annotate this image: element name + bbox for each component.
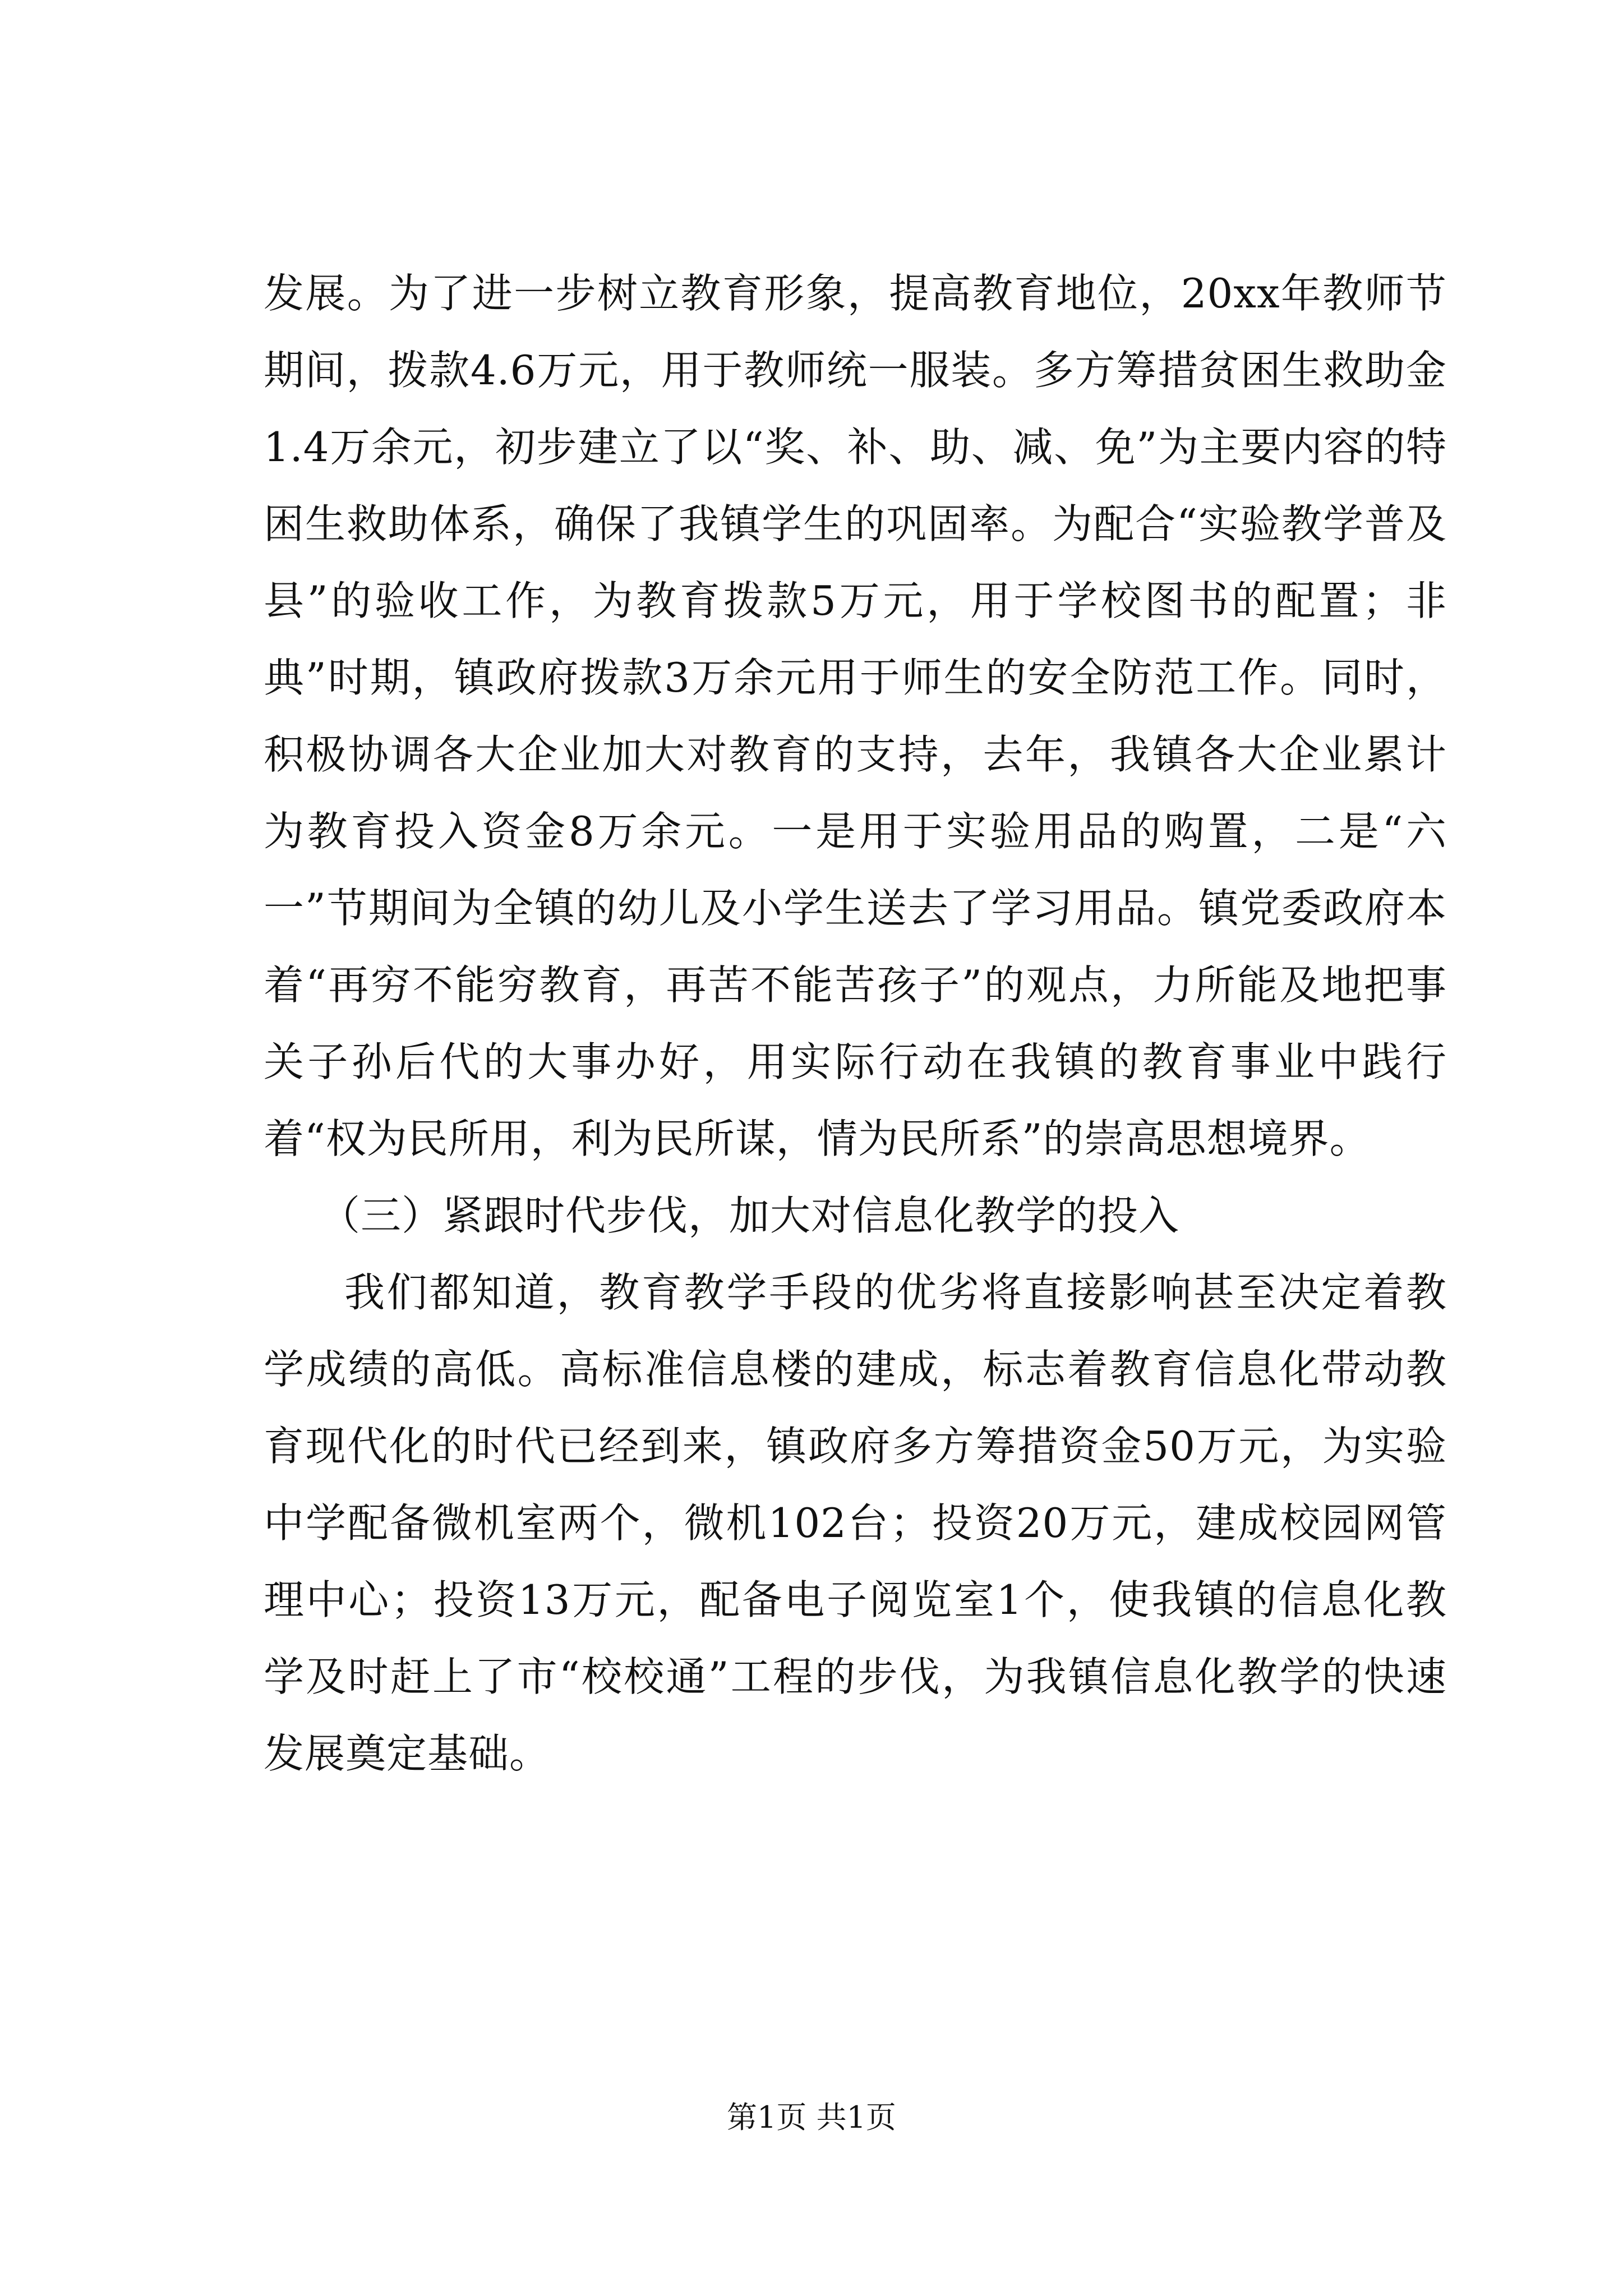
page-footer: 第1页 共1页: [727, 2100, 896, 2135]
section-heading: （三）紧跟时代步伐，加大对信息化教学的投入: [320, 1192, 1180, 1239]
body-text: [264, 255, 1447, 1792]
paragraph-continuation: 发展。为了进一步树立教育形象，提高教育地位，20xx年教师节期间，拨款4.6万元，用于教师统一服装。多方筹措贫困生救助金1.4万余元，初步建立了以“奖、补、助、减、免”为主要内容的特困生救助体系，确保了我镇学生的巩固率。为配合“实验教学普及县”的验收工作，为教育拨款5万元，用于学校图书的配置；非典”时期，镇政府拨款3万余元用于师生的安全防范工作。同时，积极协调各大企业加大对教育的支持，去年，我镇各大企业累计为教育投入资金8万余元。一是用于实验用品的购置，二是“六一”节期间为全镇的幼儿及小学生送去了学习用品。镇党委政府本着“再穷不能穷教育，再苦不能苦孩子”的观点，力所能及地把事关子孙后代的大事办好，用实际行动在我镇的教育事业中践行着“权为民所用，利为民所谋，情为民所系”的崇高思想境界。: [264, 270, 1447, 1162]
paragraph-section: 我们都知道，教育教学手段的优劣将直接影响甚至决定着教学成绩的高低。高标准信息楼的建成，标志着教育信息化带动教育现代化的时代已经到来，镇政府多方筹措资金50万元，为实验中学配备微机室两个，微机102台；投资20万元，建成校园网管理中心；投资13万元，配备电子阅览室1个，使我镇的信息化教学及时赶上了市“校校通”工程的步伐，为我镇信息化教学的快速发展奠定基础。: [264, 1269, 1447, 1777]
